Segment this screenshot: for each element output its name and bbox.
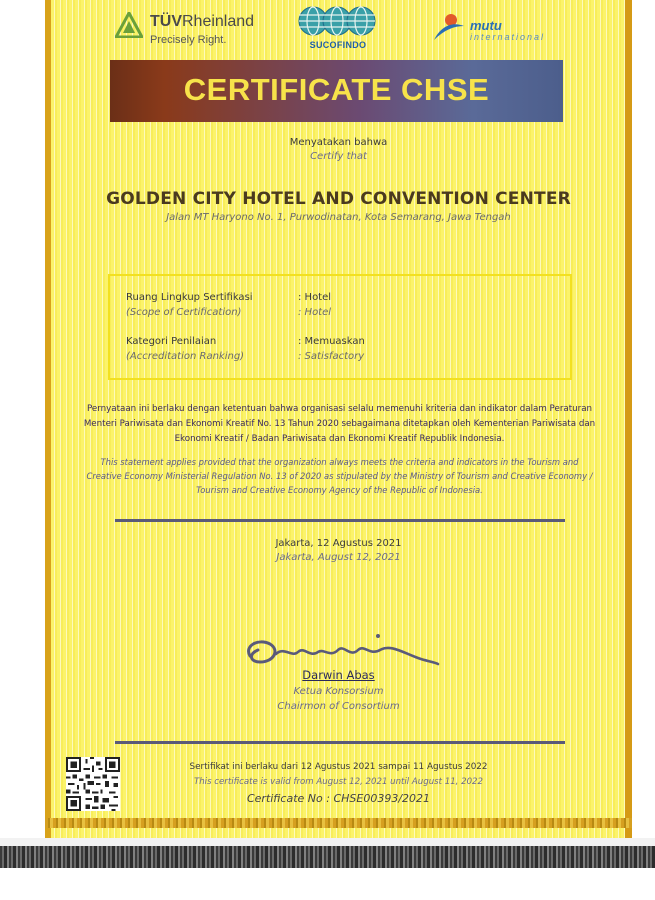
statement-id-line: Menteri Pariwisata dan Ekonomi Kreatif No. 13 Tahun 2020 sebagaimana ditetapkan oleh Kementerian Pariwisata dan [83,419,596,429]
hotel-address: Jalan MT Haryono No. 1, Purwodinatan, Kota Semarang, Jawa Tengah [166,212,511,223]
intro-id: Menyatakan bahwa [289,137,388,148]
intro-en: Certify that [310,151,367,162]
statement-en-line: This statement applies provided that the organization always meets the criteria and indicators in the Tourism and [100,457,579,467]
signer-title-id: Ketua Konsorsium [293,686,384,697]
signer-title-en: Chairmon of Consortium [277,701,400,712]
signature-image [240,628,440,672]
signer-name: Darwin Abas [302,668,375,682]
validity-id: Sertifikat ini berlaku dari 12 Agustus 2021 sampai 11 Agustus 2022 [189,762,488,772]
issued-date-en: Jakarta, August 12, 2021 [276,552,401,563]
statement-id-line: Pernyataan ini berlaku dengan ketentuan bahwa organisasi selalu memenuhi kriteria dan indikator dalam Peraturan [86,404,593,414]
statement-en-line: Tourism and Creative Economy Agency of the Republic of Indonesia. [196,485,483,495]
mutu-logo-sub: international [470,32,546,42]
border-bottom [45,818,632,828]
border-right [625,0,632,838]
statement-en [62,455,617,497]
tuv-tagline: Precisely Right. [150,34,227,46]
divider-rule [115,519,565,522]
statement-id [62,402,617,447]
scan-margin [0,838,655,846]
tuv-triangle-icon [115,12,143,38]
statement-en-line: Creative Economy Ministerial Regulation No. 13 of 2020 as stipulated by the Ministry of Tourism and Creative Economy / [86,471,593,481]
mutu-logo-name: mutu [470,18,502,33]
statement-id-line: Ekonomi Kreatif / Badan Pariwisata dan Ekonomi Kreatif Republik Indonesia. [174,434,505,444]
scope-box [108,274,572,380]
scope-value-en: : Hotel [298,307,332,318]
certificate-number: Certificate No : CHSE00393/2021 [246,792,431,805]
mutu-swoosh-icon [432,10,466,44]
validity-en: This certificate is valid from August 12, 2021 until August 11, 2022 [193,777,483,787]
ranking-value: : Memuaskan [298,336,365,347]
tuv-logo-name: TÜVRheinland [150,13,255,30]
certificate-title: CERTIFICATE CHSE [183,72,490,107]
issued-date-id: Jakarta, 12 Agustus 2021 [275,538,402,549]
divider-rule [115,741,565,744]
scope-value: : Hotel [298,292,332,303]
ranking-value-en: : Satisfactory [298,351,365,362]
scope-label: Ruang Lingkup Sertifikasi [126,292,253,303]
ranking-label: Kategori Penilaian [126,336,217,347]
sucofindo-logo-name: SUCOFINDO [309,40,367,50]
sucofindo-globes-icon [297,3,377,39]
scan-edge [0,846,655,868]
border-left [45,0,51,838]
ranking-label-en: (Accreditation Ranking) [126,351,245,362]
scope-label-en: (Scope of Certification) [126,307,242,318]
hotel-name: GOLDEN CITY HOTEL AND CONVENTION CENTER [106,189,571,209]
